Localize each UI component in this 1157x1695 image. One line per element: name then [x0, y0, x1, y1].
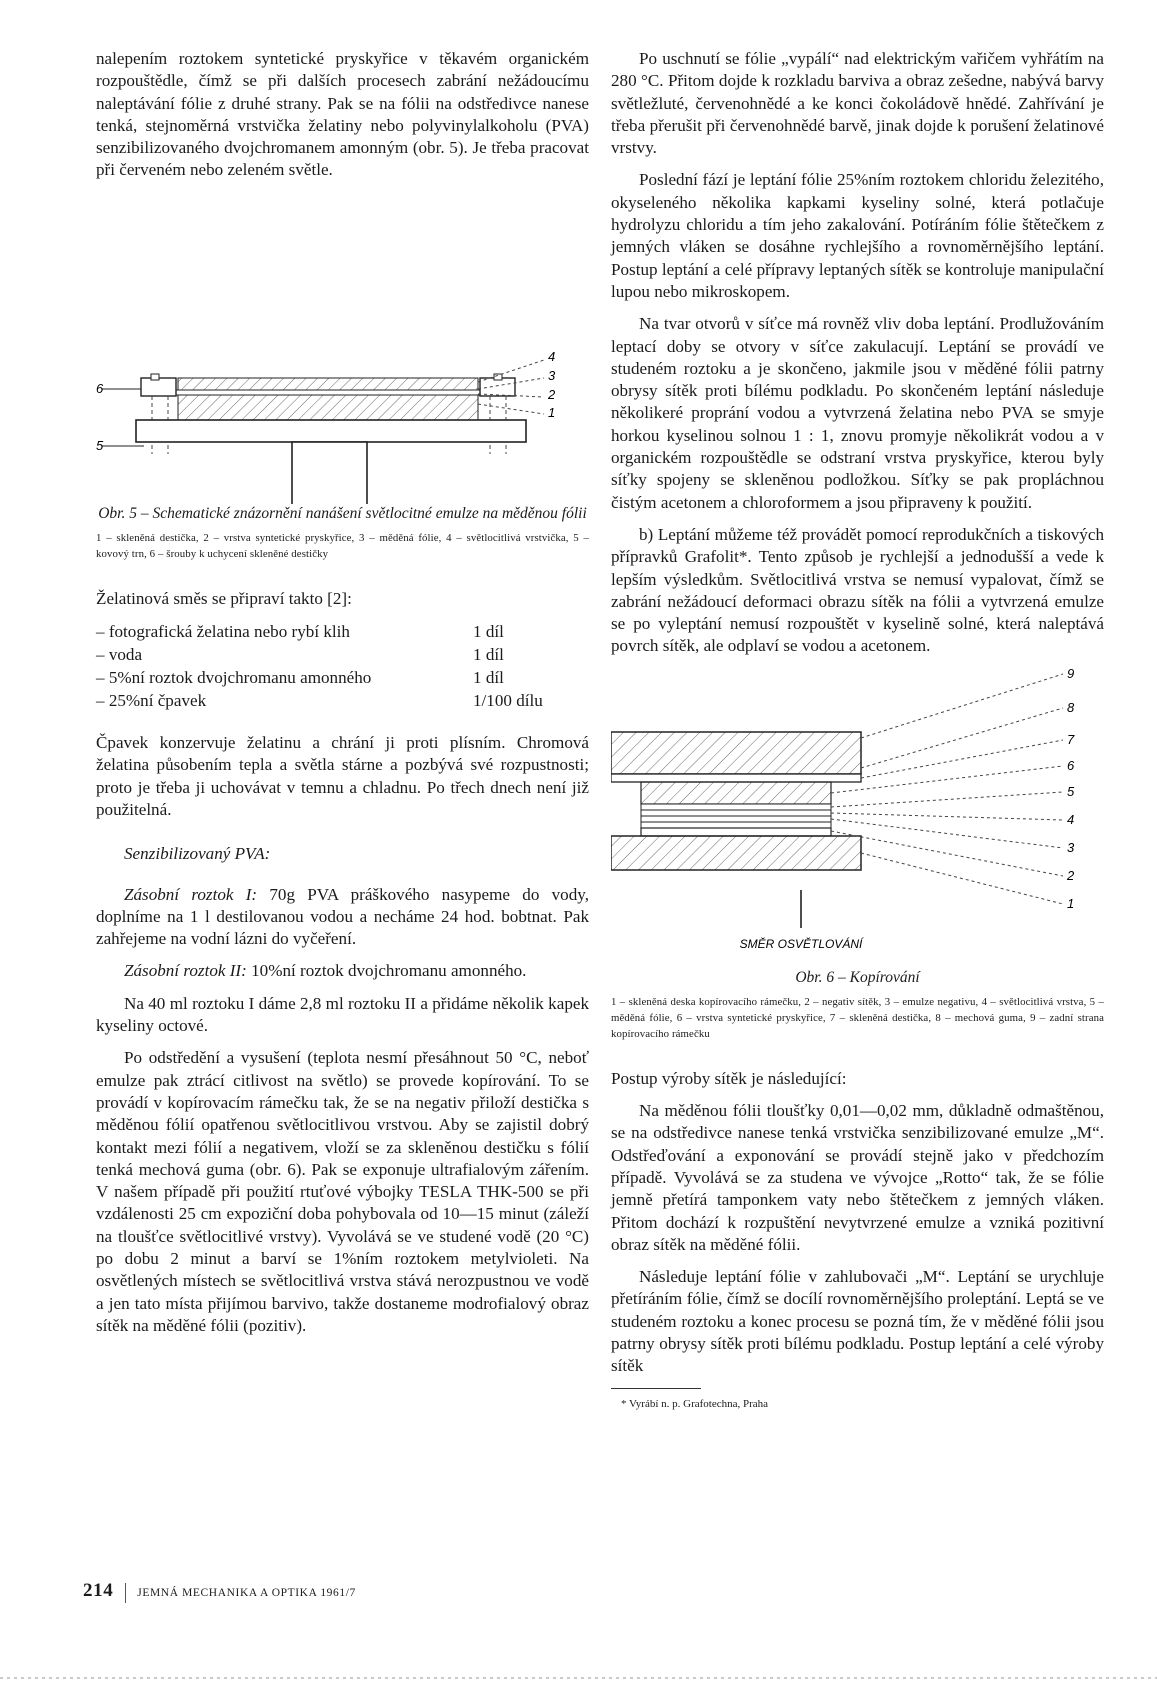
page-number: 214 — [83, 1580, 114, 1601]
paragraph: Na 40 ml roztoku I dáme 2,8 ml roztoku II a přidáme několik kapek kyseliny octové. — [96, 993, 589, 1036]
paragraph: Želatinová směs se připraví takto [2]: — [96, 588, 352, 608]
fig5-label-2: 2 — [548, 386, 556, 402]
table-row: – 5%ní roztok dvojchromanu amonného 1 díl — [96, 668, 504, 688]
paragraph: Čpavek konzervuje želatinu a chrání ji proti plísním. Chromová želatina působením tepla a světla stárne a pozbývá své rozpustnosti; proto je třeba ji uchovávat v temnu a chladnu. Po třech dnech není již použitelná. — [96, 733, 589, 819]
scan-edge-divider — [0, 1677, 1157, 1679]
fig6-label-8: 8 — [1067, 699, 1075, 715]
paragraph: Po odstředění a vysušení (teplota nesmí přesáhnout 50 °C, neboť emulze pak ztrácí citlivost na světlo) se provede kopírování. To se provádí v kopírovacím rámečku tak, že se na negativ přiloží destička s měděnou fólií opatřenou světlocitlivou vrstvou. Aby se zajistil dobrý kontakt mezi fólií a negativem, vloží se za skleněnou destičku s fólií tenká mechová guma (obr. 6). Pak se exponuje ultrafialovým zářením. V našem případě při použití rtuťové výbojky TESLA THK-500 se při vzdálenosti 25 cm expoziční doba pohybovala od 10—15 minut (záleží na tloušťce světlocitlivé vrstvy). Vyvolává se ve studené vodě (20 °C) po dobu 2 minut a barví se 1%ním roztokem metylvioleti. Na osvětlených místech se světlocitlivá vrstva stává nerozpustnou ve vodě a jen tato místa přijímou barvivo, takže dostaneme modrofialový obraz sítěk na měděné fólii (pozitiv). — [96, 1048, 589, 1335]
figure-6-caption: Obr. 6 – Kopírování — [795, 968, 920, 986]
journal-name: JEMNÁ MECHANIKA A OPTIKA 1961/7 — [137, 1587, 356, 1599]
figure-5-caption: Obr. 5 – Schematické znázornění nanášení světlocitné emulze na měděnou fólii — [98, 504, 587, 522]
paragraph: Na měděnou fólii tloušťky 0,01—0,02 mm, důkladně odmaštěnou, se na odstředivce nanese tenká vrstvička senzibilizované emulze „M“. Odstřeďování a exponování se provádí stejně jako v předchozím případě. Vyvolává se za studena ve vývojce „Rotto“ tak, že se fólie jemně přetírá tamponkem vaty nebo štětečkem z jemných vláken. Přitom dochází k rozpuštění nevytvrzené emulze a vzniká pozitivní obraz sítěk na měděné fólii. — [611, 1101, 1104, 1254]
footnote: * Vyrábí n. p. Grafotechna, Praha — [621, 1397, 769, 1410]
section-heading: Senzibilizovaný PVA: — [124, 844, 271, 864]
footnote-divider — [611, 1388, 701, 1389]
fig6-label-1: 1 — [1067, 895, 1075, 911]
figure-6-legend: 1 – skleněná deska kopírovacího rámečku, 2 – negativ sítěk, 3 – emulze negativu, 4 – světlocitlivá vrstva, 5 – měděná fólie, 6 – vrstva syntetické pryskyřice, 7 – skleněná destička, 8 – mechová guma, 9 – zadní strana kopírovacího rámečku — [611, 995, 1104, 1040]
table-row: – 25%ní čpavek 1/100 dílu — [96, 691, 543, 711]
figure-6-diagram — [611, 668, 1104, 968]
paragraph: Po uschnutí se fólie „vypálí“ nad elektrickým vařičem vyhřátím na 280 °C. Přitom dojde k rozkladu barviva a obraz zešedne, nabývá barvy světležluté, červenohnědé a ke konci čokoládově hnědé. Zahřívání je třeba přerušit při červenohnědé barvě, jinak dojde k porušení želatinové vrstvy. — [611, 49, 1104, 158]
paragraph: Postup výroby sítěk je následující: — [611, 1068, 847, 1088]
figure-5-diagram — [96, 192, 589, 504]
fig5-label-6: 6 — [96, 380, 104, 396]
left-column — [96, 48, 589, 1347]
fig6-label-2: 2 — [1067, 867, 1075, 883]
figure-5-legend: 1 – skleněná destička, 2 – vrstva syntetické pryskyřice, 3 – měděná fólie, 4 – světlocitlivá vrstvička, 5 – kovový trn, 6 – šrouby k uchycení skleněné destičky — [96, 531, 589, 560]
paragraph: Zásobní roztok I: 70g PVA práškového nasypeme do vody, doplníme na 1 l destilovanou vodou a necháme 24 hod. bobtnat. Pak zahřejeme na vodní lázni do vyčeření. — [96, 884, 589, 949]
fig6-label-6: 6 — [1067, 757, 1075, 773]
fig5-label-1: 1 — [548, 404, 556, 420]
page-footer — [83, 1580, 356, 1603]
table-row: – voda 1 díl — [96, 645, 504, 665]
fig5-label-5: 5 — [96, 437, 104, 453]
illumination-direction-label: SMĚR OSVĚTLOVÁNÍ — [739, 936, 863, 951]
paragraph: Následuje leptání fólie v zahlubovači „M“. Leptání se urychluje přetíráním fólie, čímž se docílí rovnoměrnějšího proleptání. Leptá se ve studeném roztoku a konec procesu se pozná tím, že v měděné fólii jsou patrny obrysy sítěk proti bílému podkladu. Postup leptání a celé výroby sítěk — [611, 1267, 1104, 1376]
fig6-label-7: 7 — [1067, 731, 1075, 747]
footer-divider — [125, 1583, 126, 1603]
fig6-label-9: 9 — [1067, 667, 1075, 681]
paragraph: nalepením roztokem syntetické pryskyřice v těkavém organickém rozpouštědle, čímž se při dalších procesech zabrání nežádoucímu naleptávání fólie z druhé strany. Pak se na fólii na odstředivce nanese tenká, stejnoměrná vrstvička želatiny nebo polyvinylalkoholu (PVA) senzibilizovaného dvojchromanem amonným (obr. 5). Je třeba pracovat při červeném nebo zeleném světle. — [96, 49, 589, 180]
fig6-label-3: 3 — [1067, 839, 1075, 855]
fig6-label-4: 4 — [1067, 811, 1075, 827]
right-column — [611, 48, 1104, 1411]
fig6-label-5: 5 — [1067, 783, 1075, 799]
fig5-label-4: 4 — [548, 348, 556, 364]
paragraph: Zásobní roztok II: 10%ní roztok dvojchromanu amonného. — [124, 961, 527, 981]
paragraph: Poslední fází je leptání fólie 25%ním roztokem chloridu železitého, okyseleného několika kapkami kyseliny solné, která potlačuje hydrolyzu chloridu a tím jeho zakalování. Potíráním fólie štětečkem z jemných vláken se dosáhne rychlejšího a rovnoměrnějšího leptání. Postup leptání a celé přípravy leptaných sítěk se kontroluje manipulační lupou nebo mikroskopem. — [611, 170, 1104, 301]
paragraph: Na tvar otvorů v síťce má rovněž vliv doba leptání. Prodlužováním leptací doby se otvory v síťce zakulacují. Leptání se provádí ve studeném roztoku a je skončeno, jakmile jsou v měděné fólii patrny obrysy sítěk proti bílému podkladu. Po skončeném leptání následuje několikeré proprání vodou a vytvrzená želatina nebo PVA se smyje horkou kyselinou solnou 1 : 1, znovu promyje několikrát vodou a v organickém rozpouštědle se odstraní vrstva pryskyřice, kterou byly síťky spojeny se skleněnou podložkou. Síťky se pak propláchnou čistým acetonem a chloroformem a jsou připraveny k použití. — [611, 314, 1104, 512]
paragraph: b) Leptání můžeme též provádět pomocí reprodukčních a tiskových přípravků Grafolit*. Tento způsob je rychlejší a jednodušší a vede k lepším výsledkům. Světlocitlivá vrstva se nemusí vypalovat, čímž se zabrání nežádoucí deformaci obrazu sítěk na fólii a vytvrzená emulze se po vyleptání nemusí rozpouštět v kyselině solné, která naleptává povrch sítěk, ale odplaví se vodou a acetonem. — [611, 524, 1104, 656]
table-row: – fotografická želatina nebo rybí klih 1 díl — [96, 622, 504, 642]
fig5-label-3: 3 — [548, 367, 556, 383]
mixture-table — [96, 620, 589, 712]
